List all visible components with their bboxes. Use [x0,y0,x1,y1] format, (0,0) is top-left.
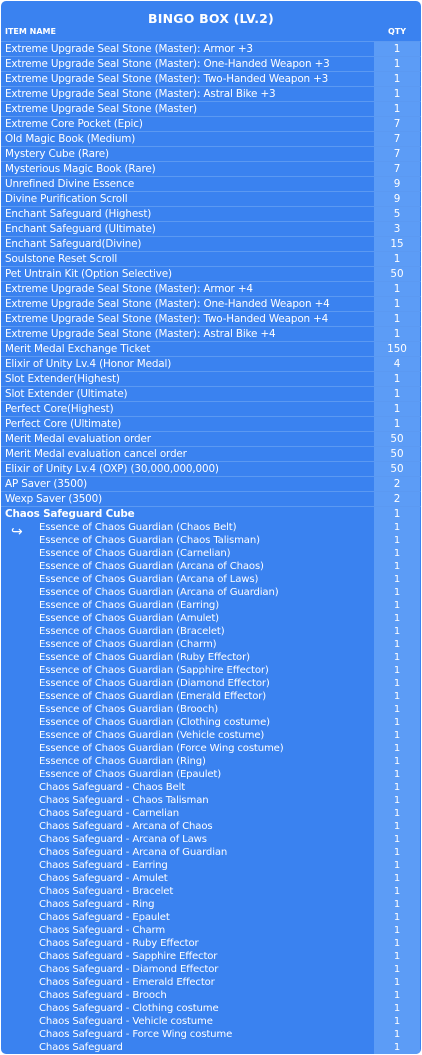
table-row [1,461,421,476]
sub-item-name: Essence of Chaos Guardian (Ruby Effector) [39,652,250,663]
sub-item-row [1,807,421,820]
item-qty: 1 [374,42,420,56]
item-qty: 50 [374,447,420,461]
sub-item-name: Essence of Chaos Guardian (Bracelet) [39,626,225,637]
sub-item-name: Essence of Chaos Guardian (Chaos Talisman) [39,535,260,546]
sub-item-row [1,885,421,898]
table-header [1,1,421,41]
sub-item-name: Chaos Safeguard - Charm [39,925,166,936]
sub-item-name: Chaos Safeguard - Arcana of Chaos [39,821,213,832]
table-row [1,86,421,101]
item-qty: 1 [374,282,420,296]
table-row [1,371,421,386]
item-name: Mystery Cube (Rare) [5,148,109,160]
sub-item-qty: 1 [374,885,420,898]
item-name: Extreme Upgrade Seal Stone (Master): Armor +4 [5,283,253,295]
sub-item-row [1,586,421,599]
sub-item-row [1,1028,421,1041]
item-name: Slot Extender(Highest) [5,373,120,385]
column-header-item-name: ITEM NAME [5,27,56,36]
sub-item-row [1,547,421,560]
sub-item-qty: 1 [374,833,420,846]
sub-item-row [1,976,421,989]
table-row [1,401,421,416]
sub-item-name: Chaos Safeguard - Force Wing costume [39,1029,233,1040]
table-row [1,71,421,86]
item-qty: 1 [374,387,420,401]
sub-item-name: Chaos Safeguard - Clothing costume [39,1003,219,1014]
table-row [1,296,421,311]
sub-item-name: Essence of Chaos Guardian (Charm) [39,639,217,650]
item-name: Extreme Upgrade Seal Stone (Master): Two-Handed Weapon +4 [5,313,329,325]
item-name: Merit Medal evaluation order [5,433,151,445]
sub-item-qty: 1 [374,547,420,560]
item-qty: 7 [374,132,420,146]
sub-item-row [1,781,421,794]
sub-item-row [1,833,421,846]
item-qty: 2 [374,477,420,491]
table-row [1,116,421,131]
item-qty: 1 [374,312,420,326]
item-qty: 1 [374,507,420,521]
sub-item-qty: 1 [374,521,420,534]
table-row [1,311,421,326]
item-qty: 1 [374,402,420,416]
sub-item-qty: 1 [374,625,420,638]
item-name: Extreme Upgrade Seal Stone (Master): Astral Bike +3 [5,88,276,100]
item-list [1,41,421,521]
sub-item-qty: 1 [374,846,420,859]
table-row [1,176,421,191]
sub-item-name: Chaos Safeguard - Arcana of Laws [39,834,207,845]
sub-item-qty: 1 [374,599,420,612]
sub-item-name: Chaos Safeguard [39,1042,123,1053]
sub-item-name: Essence of Chaos Guardian (Epaulet) [39,769,222,780]
sub-item-row [1,1002,421,1015]
item-qty: 1 [374,72,420,86]
sub-item-row [1,612,421,625]
table-row [1,506,421,521]
table-row [1,476,421,491]
table-row [1,341,421,356]
sub-item-name: Chaos Safeguard - Brooch [39,990,167,1001]
item-name: Wexp Saver (3500) [5,493,103,505]
sub-item-qty: 1 [374,937,420,950]
sub-item-qty: 1 [374,872,420,885]
sub-item-qty: 1 [374,950,420,963]
sub-item-name: Essence of Chaos Guardian (Carnelian) [39,548,231,559]
item-name: Elixir of Unity Lv.4 (OXP) (30,000,000,000) [5,463,219,475]
sub-item-name: Chaos Safeguard - Emerald Effector [39,977,215,988]
sub-item-row [1,898,421,911]
bingo-box-panel [1,1,421,1054]
item-qty: 7 [374,147,420,161]
sub-item-qty: 1 [374,560,420,573]
sub-item-row [1,963,421,976]
table-row [1,206,421,221]
table-row [1,236,421,251]
item-qty: 1 [374,87,420,101]
item-qty: 9 [374,192,420,206]
table-row [1,386,421,401]
sub-item-qty: 1 [374,781,420,794]
sub-item-qty: 1 [374,586,420,599]
table-row [1,266,421,281]
sub-item-row [1,924,421,937]
sub-item-name: Chaos Safeguard - Amulet [39,873,168,884]
sub-item-row [1,599,421,612]
sub-item-name: Chaos Safeguard - Arcana of Guardian [39,847,228,858]
table-row [1,161,421,176]
item-name: Enchant Safeguard (Ultimate) [5,223,156,235]
table-row [1,251,421,266]
item-name: Merit Medal Exchange Ticket [5,343,151,355]
sub-item-qty: 1 [374,976,420,989]
table-row [1,191,421,206]
sub-item-row [1,638,421,651]
sub-item-name: Essence of Chaos Guardian (Arcana of Laws) [39,574,259,585]
table-row [1,56,421,71]
item-name: Old Magic Book (Medium) [5,133,136,145]
sub-item-row [1,690,421,703]
sub-item-qty: 1 [374,963,420,976]
sub-item-name: Essence of Chaos Guardian (Ring) [39,756,206,767]
sub-item-row [1,989,421,1002]
sub-item-qty: 1 [374,638,420,651]
sub-item-row [1,573,421,586]
sub-item-qty: 1 [374,1028,420,1041]
sub-item-name: Essence of Chaos Guardian (Amulet) [39,613,219,624]
sub-item-row [1,911,421,924]
sub-item-qty: 1 [374,534,420,547]
table-row [1,326,421,341]
sub-item-qty: 1 [374,677,420,690]
sub-item-qty: 1 [374,664,420,677]
item-name: Merit Medal evaluation cancel order [5,448,187,460]
sub-item-qty: 1 [374,1041,420,1054]
table-row [1,356,421,371]
sub-item-row [1,859,421,872]
sub-item-name: Essence of Chaos Guardian (Clothing costume) [39,717,270,728]
sub-item-row [1,755,421,768]
sub-item-name: Chaos Safeguard - Ruby Effector [39,938,199,949]
item-name: Enchant Safeguard(Divine) [5,238,142,250]
item-name: Extreme Upgrade Seal Stone (Master) [5,103,197,115]
sub-item-qty: 1 [374,1002,420,1015]
sub-item-row [1,560,421,573]
item-name: Extreme Upgrade Seal Stone (Master): Two-Handed Weapon +3 [5,73,329,85]
sub-item-row [1,664,421,677]
sub-item-qty: 1 [374,703,420,716]
sub-item-name: Essence of Chaos Guardian (Arcana of Chaos) [39,561,264,572]
item-qty: 1 [374,372,420,386]
sub-item-qty: 1 [374,573,420,586]
sub-item-qty: 1 [374,820,420,833]
item-qty: 7 [374,117,420,131]
sub-item-qty: 1 [374,716,420,729]
item-name: Elixir of Unity Lv.4 (Honor Medal) [5,358,172,370]
item-name: Perfect Core(Highest) [5,403,114,415]
sub-item-row [1,742,421,755]
sub-item-qty: 1 [374,794,420,807]
column-header-qty: QTY [387,27,407,36]
sub-item-name: Chaos Safeguard - Diamond Effector [39,964,219,975]
item-name: Extreme Upgrade Seal Stone (Master): One-Handed Weapon +4 [5,298,330,310]
item-name: Mysterious Magic Book (Rare) [5,163,156,175]
sub-item-row [1,716,421,729]
sub-item-row [1,521,421,534]
table-row [1,146,421,161]
sub-item-row [1,846,421,859]
item-qty: 4 [374,357,420,371]
item-name: Chaos Safeguard Cube [5,508,135,520]
item-qty: 1 [374,57,420,71]
item-qty: 50 [374,462,420,476]
item-name: AP Saver (3500) [5,478,88,490]
sub-item-name: Essence of Chaos Guardian (Emerald Effector) [39,691,267,702]
sub-item-row [1,534,421,547]
sub-item-qty: 1 [374,651,420,664]
sub-item-name: Chaos Safeguard - Epaulet [39,912,170,923]
item-qty: 2 [374,492,420,506]
sub-item-name: Chaos Safeguard - Chaos Talisman [39,795,209,806]
table-row [1,491,421,506]
sub-item-name: Chaos Safeguard - Bracelet [39,886,174,897]
sub-item-row [1,651,421,664]
sub-item-name: Chaos Safeguard - Earring [39,860,168,871]
table-row [1,131,421,146]
table-row [1,446,421,461]
sub-item-qty: 1 [374,1015,420,1028]
table-row [1,281,421,296]
item-qty: 150 [374,342,420,356]
sub-item-name: Essence of Chaos Guardian (Chaos Belt) [39,522,237,533]
sub-item-name: Essence of Chaos Guardian (Force Wing costume) [39,743,284,754]
sub-item-name: Chaos Safeguard - Ring [39,899,155,910]
return-arrow-icon: ↪ [11,524,23,540]
sub-item-qty: 1 [374,911,420,924]
sub-item-row [1,729,421,742]
sub-item-qty: 1 [374,729,420,742]
sub-item-qty: 1 [374,690,420,703]
sub-item-qty: 1 [374,924,420,937]
item-qty: 1 [374,252,420,266]
sub-item-row [1,950,421,963]
sub-item-name: Essence of Chaos Guardian (Vehicle costume) [39,730,265,741]
item-qty: 50 [374,267,420,281]
item-name: Pet Untrain Kit (Option Selective) [5,268,172,280]
sub-item-qty: 1 [374,859,420,872]
sub-item-name: Essence of Chaos Guardian (Brooch) [39,704,218,715]
sub-item-row [1,677,421,690]
item-qty: 50 [374,432,420,446]
item-name: Enchant Safeguard (Highest) [5,208,152,220]
sub-item-qty: 1 [374,755,420,768]
table-row [1,416,421,431]
sub-item-row [1,1015,421,1028]
item-name: Extreme Upgrade Seal Stone (Master): Astral Bike +4 [5,328,276,340]
item-name: Divine Purification Scroll [5,193,128,205]
sub-item-row [1,768,421,781]
item-qty: 9 [374,177,420,191]
sub-item-qty: 1 [374,768,420,781]
item-qty: 15 [374,237,420,251]
sub-item-qty: 1 [374,898,420,911]
page-title: BINGO BOX (LV.2) [148,11,274,26]
item-qty: 1 [374,417,420,431]
item-qty: 7 [374,162,420,176]
sub-item-row [1,1041,421,1054]
sub-item-qty: 1 [374,612,420,625]
item-qty: 1 [374,297,420,311]
sub-item-row [1,625,421,638]
item-name: Extreme Upgrade Seal Stone (Master): Armor +3 [5,43,253,55]
sub-item-name: Chaos Safeguard - Chaos Belt [39,782,186,793]
sub-item-list [1,521,421,1054]
item-name: Perfect Core (Ultimate) [5,418,122,430]
item-qty: 3 [374,222,420,236]
sub-item-name: Essence of Chaos Guardian (Arcana of Guardian) [39,587,279,598]
sub-item-qty: 1 [374,742,420,755]
sub-item-name: Essence of Chaos Guardian (Earring) [39,600,219,611]
table-row [1,221,421,236]
sub-item-name: Essence of Chaos Guardian (Diamond Effector) [39,678,270,689]
sub-item-row [1,820,421,833]
sub-item-name: Chaos Safeguard - Carnelian [39,808,180,819]
item-name: Extreme Core Pocket (Epic) [5,118,143,130]
sub-item-name: Essence of Chaos Guardian (Sapphire Effector) [39,665,269,676]
item-name: Unrefined Divine Essence [5,178,135,190]
sub-item-name: Chaos Safeguard - Sapphire Effector [39,951,218,962]
item-name: Soulstone Reset Scroll [5,253,118,265]
item-qty: 1 [374,102,420,116]
sub-item-row [1,937,421,950]
table-row [1,431,421,446]
sub-item-row [1,872,421,885]
table-row [1,101,421,116]
sub-item-name: Chaos Safeguard - Vehicle costume [39,1016,213,1027]
item-qty: 5 [374,207,420,221]
table-row [1,41,421,56]
sub-item-row [1,703,421,716]
item-name: Slot Extender (Ultimate) [5,388,128,400]
sub-item-row [1,794,421,807]
sub-item-qty: 1 [374,807,420,820]
item-qty: 1 [374,327,420,341]
item-name: Extreme Upgrade Seal Stone (Master): One-Handed Weapon +3 [5,58,330,70]
sub-item-qty: 1 [374,989,420,1002]
